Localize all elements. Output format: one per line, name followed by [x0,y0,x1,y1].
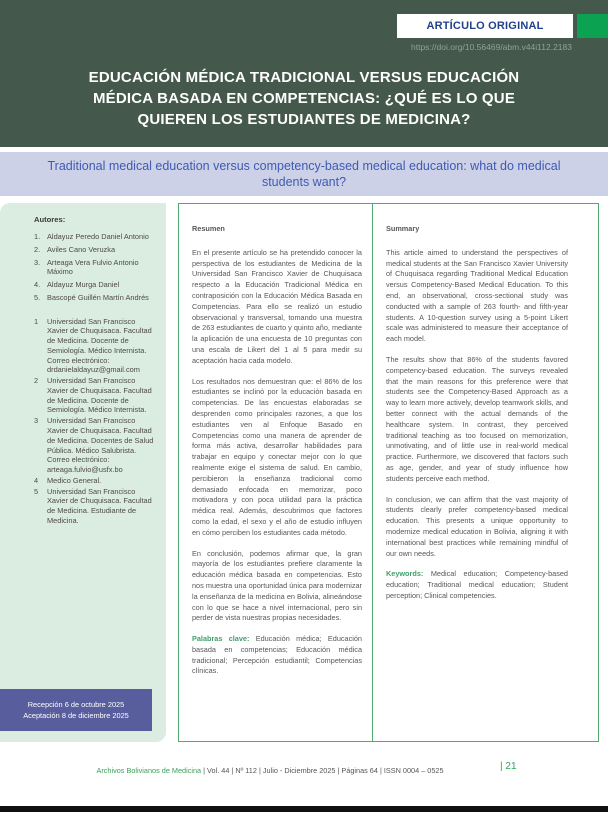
affiliation-text: Universidad San Francisco Xavier de Chuquisaca. Facultad de Medicina. Estudiante de Medicina. [47,486,152,525]
author-number: 4. [34,280,41,290]
article-type-label: ARTÍCULO ORIGINAL [426,20,544,32]
footer [0,766,540,775]
resumen-paragraph-3: En conclusión, podemos afirmar que, la gran mayoría de los estudiantes prefiere claramente la educación médica basada en competencias. Esto nos muestra una oportunidad única para modernizar la enseñanza de la medicina en Bolivia, alineándose con lo que se hace a nivel internacional, pero sin perder de vista nuestras propias necesidades. [192,548,362,623]
page-number: | 21 [500,761,517,772]
summary-column [373,204,598,741]
author-number: 5. [34,292,41,302]
authors-panel [0,203,166,742]
summary-heading: Summary [386,224,420,233]
resumen-paragraph-1: En el presente artículo se ha pretendido conocer la perspectiva de los estudiantes de Medicina de la Universidad San Francisco Xavier de Chuquisaca respecto a la Educación Tradicional Médica en contraposición con la Educación Médica Basada en Competencias. Para ello se realizó un estudio observacional y transversal, tomando una muestra de 263 estudiantes de cuarto y quinto año, mediante la aplicación de una encuesta de 10 preguntas con una escala de Likert del 1 al 5 para medir su aceptación hacia cada modelo. [192,247,362,365]
keywords-text: Medical education; Competency-based education; Traditional medical education; Student perception; Clinical competencies. [386,569,568,600]
reception-date: Recepción 6 de octubre 2025 [27,699,125,709]
affiliation-number: 5 [34,486,39,496]
affiliation-text: Medico General. [47,475,102,485]
palabras-clave [192,634,362,677]
affiliation-number: 2 [34,376,39,386]
author-name: Aviles Cano Veruzka [47,244,116,254]
article-title-es: EDUCACIÓN MÉDICA TRADICIONAL VERSUS EDUCACIÓN MÉDICA BASADA EN COMPETENCIAS: ¿QUÉ ES LO QUE QUIEREN LOS ESTUDIANTES DE MEDICINA? [88,69,520,128]
summary-paragraph-2: The results show that 86% of the students favored competency-based education. The surveys revealed that the main reasons for this preference were that students see the Competency-Based Approach as a way to learn more actively, develop teamwork skills, and better connect with the actual demands of the healthcare system. In contrast, they perceived traditional teaching as too focused on memorization, unmotivating, and of little use in real-world medical practice. Furthermore, we discovered that factors such as age, gender, and year of study influence how students perceive each method. [386,354,568,483]
resumen-column [179,204,372,741]
dates-box [0,689,152,731]
author-item [34,280,158,290]
author-item [34,232,158,242]
author-item [34,293,158,303]
abstract-box [178,203,599,742]
palabras-clave-text: Educación médica; Educación basada en competencias; Educación médica tradicional; Percepción estudiantil; Competencias clínicas. [192,634,362,676]
article-type-badge [397,14,573,38]
author-name: Aldayuz Peredo Daniel Antonio [47,232,149,241]
author-number: 2. [34,244,41,254]
affiliation-number: 4 [34,475,39,485]
affiliation-item [34,376,158,415]
affiliation-number: 1 [34,316,39,326]
affiliation-number: 3 [34,416,39,426]
summary-paragraph-3: In conclusion, we can affirm that the vast majority of students clearly prefer competency-based medical education. This presents a unique opportunity to modernize medical education in Bolivia, aligning it with international best practices while remaining mindful of our own needs. [386,494,568,558]
subtitle-bar [0,152,608,196]
affiliation-item [34,476,158,486]
doi-link[interactable]: https://doi.org/10.56469/abm.v44i112.2183 [411,42,572,52]
header-banner [0,0,608,147]
author-item [34,258,158,278]
affiliation-text: Universidad San Francisco Xavier de Chuquisaca. Facultad de Medicina. Docente de Semiología. Médico Internista. Correo electrónico: drdanielaldayuz@gmail.com [47,316,152,375]
author-name: Bascopé Guillén Martín Andrés [47,292,149,302]
authors-heading: Autores: [34,215,66,224]
issue-meta: | Vol. 44 | Nº 112 | Julio - Diciembre 2025 | Páginas 64 | ISSN 0004 – 0525 [201,766,444,775]
affiliations-list [34,317,158,526]
accent-green-bar [577,14,608,38]
journal-name: Archivos Bolivianos de Medicina [96,766,202,775]
summary-paragraph-1: This article aimed to understand the perspectives of medical students at the San Francisco Xavier University of Chuquisaca regarding Traditional Medical Education versus Competency-Based Medical Education. To this end, an observational, cross-sectional study was conducted with a sample of 263 fourth- and fifth-year students. A 10-question survey using a 5-point Likert scale was administered to measure their acceptance of each model. [386,247,568,344]
affiliation-item [34,487,158,526]
acceptance-date: Aceptación 8 de diciembre 2025 [23,711,129,720]
author-name: Aldayuz Murga Daniel [47,280,120,290]
resumen-paragraph-2: Los resultados nos demuestran que: el 86% de los estudiantes se inclinó por la educación basada en competencias. De las encuestas elaboradas se desprenden como principales razones, a que los estudiantes ven al Enfoque Basado en Competencias como una manera de aprender de forma más activa, desarrollar habilidades para trabajar en equipo y conectar mejor con lo que realmente exige el sistema de salud. En cambio, percibieron la enseñanza tradicional como demasiado enfocada en memorizar, poco motivadora y con poca utilidad para la práctica médica real. Además, descubrimos que factores como la edad, el sexo y el año de estudio influyen en cómo perciben los estudiantes cada método. [192,376,362,537]
keywords [386,569,568,601]
affiliation-item [34,317,158,376]
affiliation-text: Universidad San Francisco Xavier de Chuquisaca. Facultad de Medicina. Docentes de Salud Pública. Médico Salubrista. Correo electrónico: arteaga.fulvio@usfx.bo [47,416,154,475]
palabras-clave-label: Palabras clave: [192,634,250,644]
resumen-heading: Resumen [192,224,225,233]
author-item [34,245,158,255]
author-number: 3. [34,257,41,267]
author-number: 1. [34,232,41,241]
author-name: Arteaga Vera Fulvio Antonio Máximo [47,257,139,277]
affiliation-item [34,416,158,475]
keywords-label: Keywords: [386,569,424,579]
affiliation-text: Universidad San Francisco Xavier de Chuquisaca. Facultad de Medicina. Docente de Semiología. Médico Internista. [47,376,152,415]
article-title-en: Traditional medical education versus competency-based medical education: what do medical students want? [47,159,561,189]
bottom-border [0,806,608,812]
